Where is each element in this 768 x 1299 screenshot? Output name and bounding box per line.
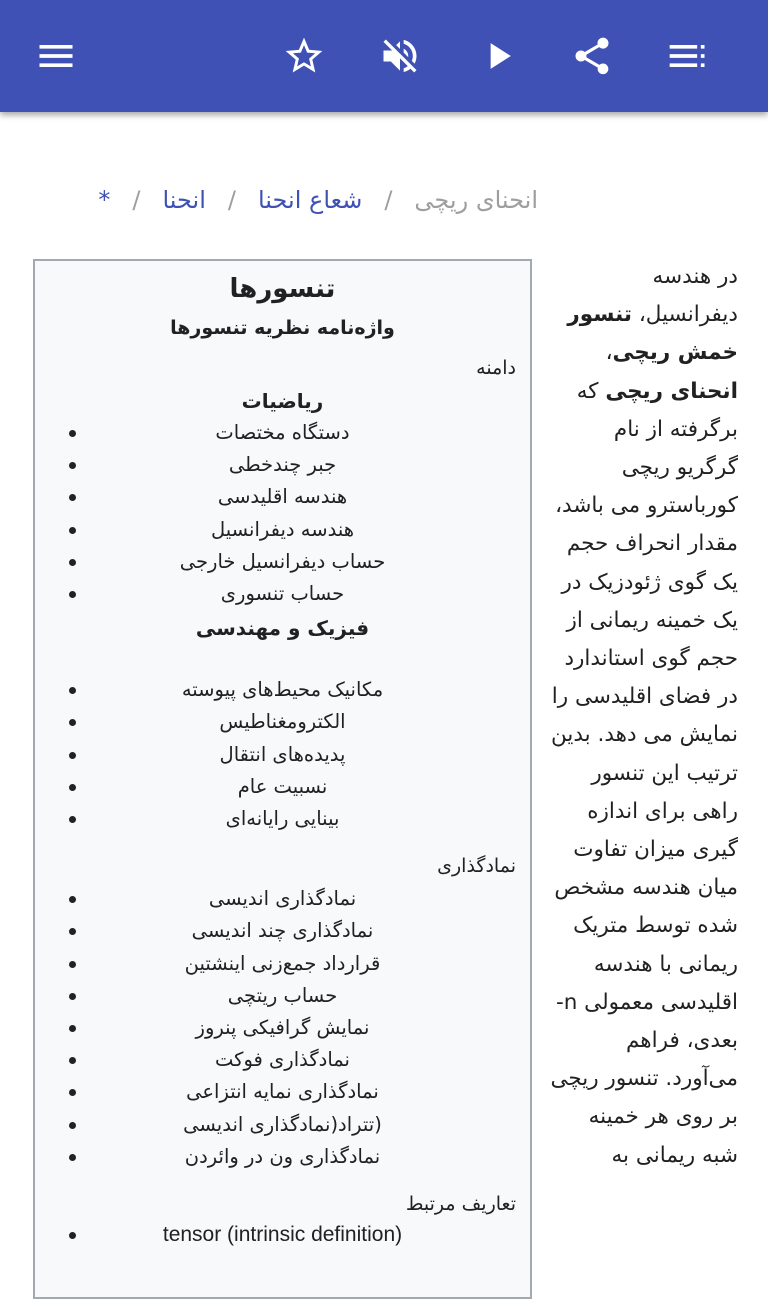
- notation-list: [35, 883, 530, 1173]
- share-icon[interactable]: [564, 28, 620, 84]
- list-item[interactable]: حساب ریتچی: [35, 980, 530, 1012]
- breadcrumb-link-radius[interactable]: شعاع انحنا: [257, 186, 363, 214]
- list-item[interactable]: نمادگذاری نمایه انتزاعی: [35, 1076, 530, 1108]
- list-item[interactable]: نسبیت عام: [35, 771, 530, 803]
- list-item[interactable]: جبر چندخطی: [35, 449, 530, 481]
- breadcrumb: [40, 178, 538, 222]
- volume-off-icon[interactable]: [372, 28, 428, 84]
- article-text-part: که برگرفته از نام گرگریو ریچی کورباسترو می باشد، مقدار انحراف حجم یک گوی ژئودزیک در یک خمینه ریمانی از حجم گوی استاندارد در فضای اقلیدسی را نمایش می دهد. بدین ترتیب این تنسور راهی برای اندازه گیری میزان تفاوت میان هندسه مشخص شده توسط متریک ریمانی با هندسه اقلیدسی معمولی n-بعدی، فراهم می‌آورد. تنسور ریچی بر روی هر خمینه شبه ریمانی به: [550, 378, 738, 1168]
- list-item[interactable]: مکانیک محیط‌های پیوسته: [35, 674, 530, 706]
- tensors-infobox: [33, 259, 532, 1299]
- infobox-section-related: تعاریف مرتبط: [405, 1193, 516, 1216]
- list-item[interactable]: نمادگذاری فوکت: [35, 1044, 530, 1076]
- infobox-section-notation: نمادگذاری: [437, 855, 516, 878]
- list-item[interactable]: نمادگذاری ون در وائردن: [35, 1141, 530, 1173]
- infobox-subtitle[interactable]: واژه‌نامه نظریه تنسورها: [170, 317, 395, 339]
- list-item[interactable]: نمادگذاری چند اندیسی: [35, 915, 530, 947]
- math-list: [35, 417, 530, 610]
- breadcrumb-separator: /: [132, 186, 141, 214]
- app-toolbar: [0, 0, 768, 112]
- breadcrumb-link-star[interactable]: *: [98, 186, 111, 214]
- article-text: [548, 258, 738, 1175]
- article-term-ricci-curvature: انحنای ریچی: [605, 378, 738, 404]
- breadcrumb-current: انحنای ریچی: [414, 186, 538, 214]
- article-text-part: در هندسه دیفرانسیل،: [638, 264, 738, 328]
- infobox-section-domain: دامنه: [476, 357, 516, 379]
- article-term-ricci-tensor: تنسور خمش ریچی: [567, 302, 738, 366]
- star-icon[interactable]: [276, 28, 332, 84]
- breadcrumb-separator: /: [227, 186, 236, 214]
- list-item[interactable]: الکترومغناطیس: [35, 706, 530, 738]
- list-item[interactable]: دستگاه مختصات: [35, 417, 530, 449]
- play-icon[interactable]: [470, 28, 526, 84]
- list-item[interactable]: نمادگذاری اندیسی: [35, 883, 530, 915]
- playlist-icon[interactable]: [660, 28, 716, 84]
- list-item[interactable]: (تتراد(نمادگذاری اندیسی: [35, 1109, 530, 1141]
- breadcrumb-separator: /: [384, 186, 393, 214]
- list-item[interactable]: پدیده‌های انتقال: [35, 739, 530, 771]
- infobox-group-math: ریاضیات: [241, 389, 324, 413]
- breadcrumb-link-curvature[interactable]: انحنا: [162, 186, 206, 214]
- article-text-part: ،: [605, 340, 613, 366]
- physics-list: [35, 674, 530, 835]
- list-item[interactable]: حساب تنسوری: [35, 578, 530, 610]
- list-item[interactable]: قرارداد جمع‌زنی اینشتین: [35, 948, 530, 980]
- list-item[interactable]: بینایی رایانه‌ای: [35, 803, 530, 835]
- related-list: [35, 1219, 530, 1251]
- list-item[interactable]: حساب دیفرانسیل خارجی: [35, 546, 530, 578]
- list-item[interactable]: هندسه اقلیدسی: [35, 481, 530, 513]
- menu-icon[interactable]: [28, 28, 84, 84]
- list-item[interactable]: هندسه دیفرانسیل: [35, 514, 530, 546]
- list-item[interactable]: نمایش گرافیکی پنروز: [35, 1012, 530, 1044]
- infobox-group-physics: فیزیک و مهندسی: [195, 616, 370, 641]
- infobox-title: تنسورها: [229, 274, 336, 304]
- list-item[interactable]: tensor (intrinsic definition): [35, 1219, 530, 1251]
